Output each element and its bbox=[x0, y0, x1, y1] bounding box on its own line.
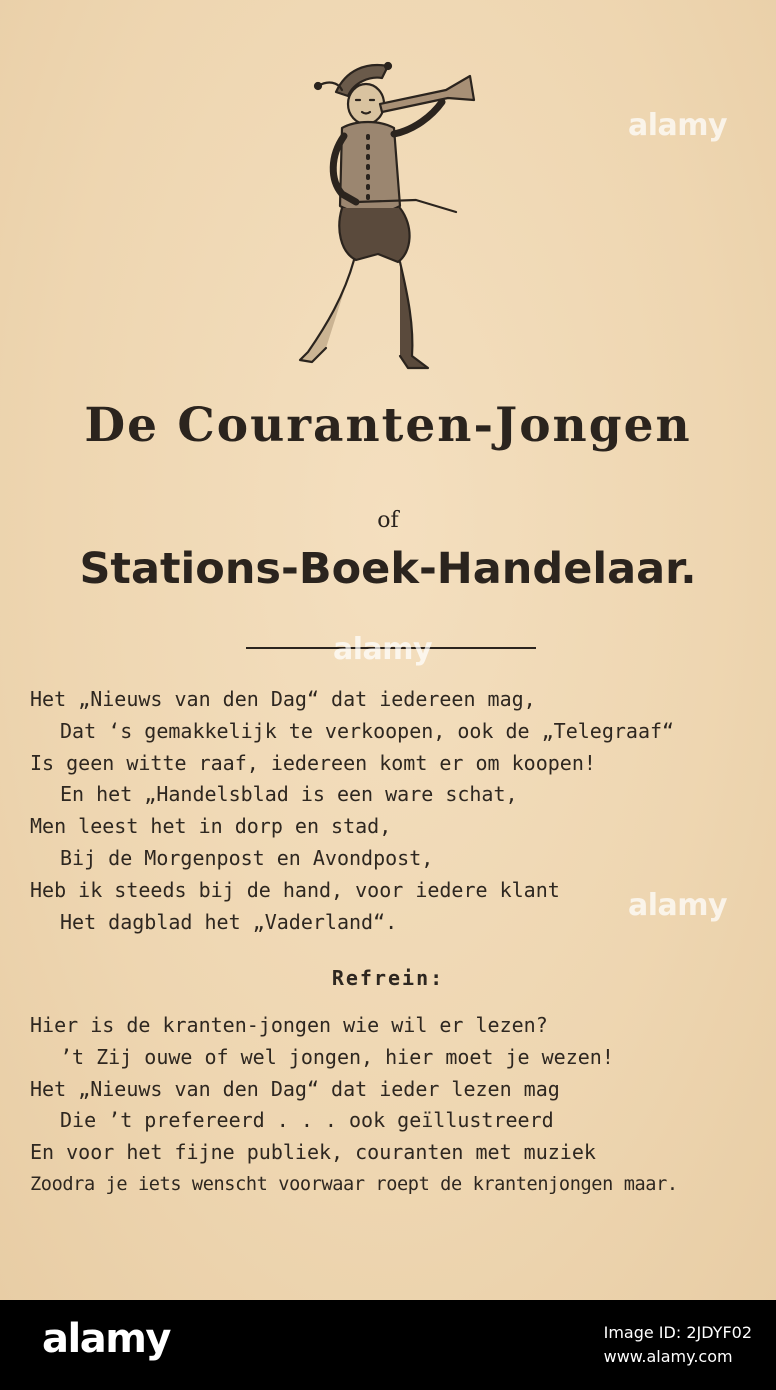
image-id: Image ID: 2JDYF02 bbox=[603, 1323, 752, 1342]
verse-line: Bij de Morgenpost en Avondpost, bbox=[60, 845, 434, 870]
document-subtitle: Stations-Boek-Handelaar. bbox=[79, 544, 697, 594]
verse-line: Heb ik steeds bij de hand, voor iedere klant bbox=[30, 877, 560, 902]
refrain-line: ’t Zij ouwe of wel jongen, hier moet je wezen! bbox=[60, 1044, 614, 1069]
refrain-line: Die ’t prefereerd . . . ook geïllustreerd bbox=[60, 1108, 554, 1133]
footer-logo: alamy bbox=[42, 1316, 170, 1362]
verse-line: En het „Handelsblad is een ware schat, bbox=[60, 782, 518, 807]
footer-url: www.alamy.com bbox=[603, 1347, 733, 1366]
refrain-line: Het „Nieuws van den Dag“ dat ieder lezen mag bbox=[30, 1076, 560, 1101]
title-connector: of bbox=[377, 508, 399, 533]
newspaper-boy-blowing-horn-icon bbox=[296, 56, 486, 386]
verse-line: Dat ‘s gemakkelijk te verkoopen, ook de „Telegraaf“ bbox=[60, 718, 675, 743]
verse-line: Het dagblad het „Vaderland“. bbox=[60, 909, 398, 934]
refrain-line: Zoodra je iets wenscht voorwaar roept de krantenjongen maar. bbox=[30, 1173, 678, 1195]
document-title: De Couranten-Jongen bbox=[84, 398, 692, 453]
watermark: alamy bbox=[333, 632, 433, 667]
verse-line: Is geen witte raaf, iedereen komt er om koopen! bbox=[30, 750, 596, 775]
refrain-heading: Refrein: bbox=[331, 966, 445, 990]
verse-line: Het „Nieuws van den Dag“ dat iedereen mag, bbox=[30, 687, 536, 711]
watermark: alamy bbox=[628, 888, 728, 923]
refrain bbox=[30, 1010, 770, 1201]
footer-info bbox=[604, 1321, 752, 1369]
refrain-line: En voor het fijne publiek, couranten met muziek bbox=[30, 1140, 596, 1165]
watermark: alamy bbox=[628, 108, 728, 143]
verse-line: Men leest het in dorp en stad, bbox=[30, 814, 392, 839]
refrain-line: Hier is de kranten-jongen wie wil er lezen? bbox=[30, 1013, 548, 1037]
